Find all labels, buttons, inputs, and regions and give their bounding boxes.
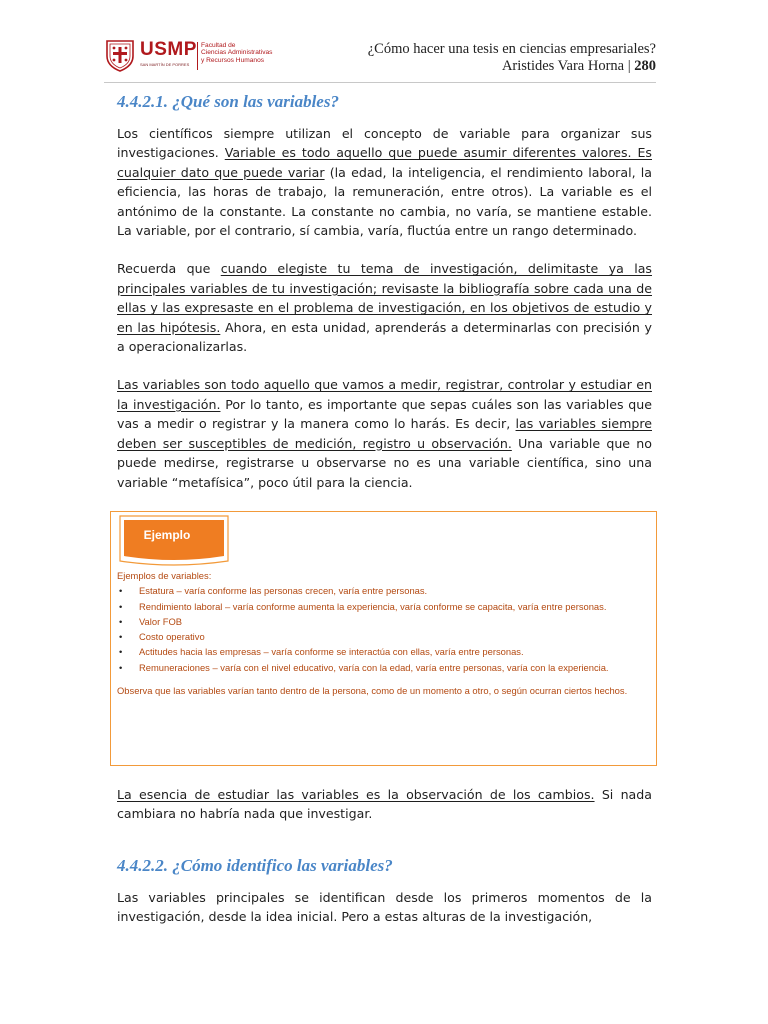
author-page-line — [368, 58, 656, 75]
text-run: Una variable que no puede medirse, registrarse u observarse no es una variable científica, sino una variable “metafísica”, poco útil para la ciencia. — [117, 435, 652, 490]
text-run: Si nada cambiara no habría nada que investigar. — [117, 787, 652, 822]
after-example-text — [117, 785, 652, 824]
page-header — [104, 38, 656, 80]
running-header — [368, 41, 656, 75]
university-shield-icon — [104, 38, 136, 72]
header-rule — [104, 82, 656, 83]
example-intro: Ejemplos de variables: — [117, 570, 212, 581]
paragraph-identify: Las variables principales se identifican desde los primeros momentos de la investigación, desde la idea inicial. Pero a estas alturas de la investigación, — [117, 890, 652, 925]
faculty-line: Facultad de — [201, 42, 236, 49]
paragraph-essence — [117, 785, 652, 824]
example-tab-label: Ejemplo — [143, 528, 191, 542]
underlined-text: las variables siempre deben ser susceptibles de medición, registro u observación. — [117, 416, 652, 451]
paragraph-2 — [117, 259, 652, 356]
list-item: • Actitudes hacia las empresas – varía conforme se interactúa con ellas, varía entre personas. — [117, 644, 651, 659]
section-heading: 4.4.2.1. ¿Qué son las variables? — [117, 92, 339, 111]
logo-subtitle: SAN MARTÍN DE PORRES — [140, 62, 190, 67]
page-number: 280 — [634, 58, 656, 74]
underlined-text: Variable es todo aquello que puede asumir diferentes valores. Es cualquier dato que puede variar — [117, 145, 652, 180]
example-list — [117, 583, 651, 675]
logo-wordmark: USMP — [140, 39, 197, 60]
faculty-line: Ciencias Administrativas — [201, 49, 273, 57]
section-heading: 4.4.2.2. ¿Cómo identifico las variables? — [117, 856, 393, 875]
text-run: Ahora, en esta unidad, aprenderás a determinarlas con precisión y a operacionalizarlas. — [117, 319, 652, 355]
faculty-line: y Recursos Humanos — [201, 56, 265, 64]
underlined-text: cuando elegiste tu tema de investigación, delimitaste ya las principales variables de tu investigación; revisaste la bibliografía sobre cada una de ellas y las expresaste en el problema de investigación, en los objetivos de estudio y en las hipótesis. — [117, 261, 652, 335]
header-separator: | — [627, 58, 631, 74]
example-content — [117, 568, 651, 698]
section-identify-variables — [117, 856, 652, 927]
example-note: Observa que las variables varían tanto dentro de la persona, como de un momento a otro, o según ocurran ciertos hechos. — [117, 685, 628, 697]
text-run: Por lo tanto, es importante que sepas cuáles son las variables que vas a medir o registrar y la manera como lo harás. Es decir, — [117, 396, 652, 432]
example-box — [110, 511, 657, 766]
usmp-logo — [104, 38, 273, 74]
author-name: Aristides Vara Horna — [501, 58, 625, 74]
list-item: • Rendimiento laboral – varía conforme aumenta la experiencia, varía conforme se capacita, varía entre personas. — [117, 599, 651, 614]
list-item: • Valor FOB — [117, 614, 651, 629]
underlined-text: Las variables son todo aquello que vamos a medir, registrar, controlar y estudiar en la investigación. — [117, 377, 652, 412]
faculty-name — [201, 42, 272, 64]
list-item: • Costo operativo — [117, 629, 651, 644]
list-item: • Estatura – varía conforme las personas crecen, varía entre personas. — [117, 583, 651, 598]
section-what-are-variables — [117, 92, 652, 492]
text-run: Los científicos siempre utilizan el concepto de variable para organizar sus investigaciones. — [117, 126, 652, 161]
logo-divider — [197, 42, 198, 70]
list-item: • Remuneraciones – varía con el nivel educativo, varía con la edad, varía entre personas, varía con la experiencia. — [117, 660, 651, 675]
book-title: ¿Cómo hacer una tesis en ciencias empresariales? — [367, 41, 656, 57]
text-run: Recuerda que — [117, 261, 221, 277]
underlined-text: La esencia de estudiar las variables es la observación de los cambios. — [117, 787, 595, 802]
paragraph-1 — [117, 124, 652, 240]
text-run: (la edad, la inteligencia, el rendimiento laboral, la eficiencia, las horas de trabajo, la remuneración, entre otros). La variable es el antónimo de la constante. La constante no cambia, no varía, se mantiene estable. La variable, por el contrario, sí cambia, varía, fluctúa entre un rango determinado. — [117, 164, 652, 239]
paragraph-3 — [117, 375, 652, 491]
